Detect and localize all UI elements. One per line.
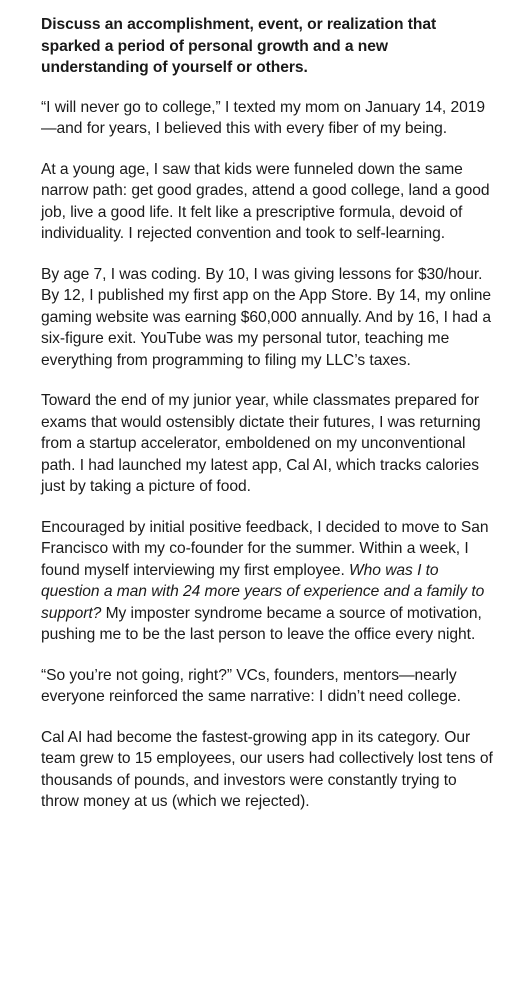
essay-paragraph-1: “I will never go to college,” I texted my mom on January 14, 2019—and for years, I believed this with every fiber of my being. xyxy=(41,98,485,137)
essay-paragraph-3: By age 7, I was coding. By 10, I was giving lessons for $30/hour. By 12, I published my first app on the App Store. By 14, my online gaming website was earning $60,000 annually. And by 16, I had a six-figure exit. YouTube was my personal tutor, teaching me everything from programming to filing my LLC’s taxes. xyxy=(41,265,492,369)
essay-paragraph-7: Cal AI had become the fastest-growing app in its category. Our team grew to 15 employees, our users had collectively lost tens of thousands of pounds, and investors were constantly trying to throw money at us (which we rejected). xyxy=(41,728,493,810)
essay-paragraph-6: “So you’re not going, right?” VCs, founders, mentors—nearly everyone reinforced the same narrative: I didn’t need college. xyxy=(41,666,461,705)
essay-paragraph-5 xyxy=(41,517,497,646)
paragraph-5-italic-question: Who was I to question a man with 24 more years of experience and a family to support? xyxy=(41,561,485,622)
paragraph-5-text-start: Encouraged by initial positive feedback, I decided to move to San Francisco with my co-founder for the summer. Within a week, I found myself interviewing my first employee. xyxy=(41,518,489,579)
essay-paragraph-4: Toward the end of my junior year, while classmates prepared for exams that would ostensibly dictate their futures, I was returning from a startup accelerator, emboldened on my unconventional path. I had launched my latest app, Cal AI, which tracks calories just by taking a picture of food. xyxy=(41,392,481,495)
essay-prompt: Discuss an accomplishment, event, or realization that sparked a period of personal growth and a new understanding of yourself or others. xyxy=(41,16,437,76)
paragraph-5-text-end: My imposter syndrome became a source of motivation, pushing me to be the last person to leave the office every night. xyxy=(41,604,482,643)
essay-paragraph-2: At a young age, I saw that kids were funneled down the same narrow path: get good grades, attend a good college, land a good job, live a good life. It felt like a prescriptive formula, devoid of individuality. I rejected convention and took to self-learning. xyxy=(41,160,490,242)
